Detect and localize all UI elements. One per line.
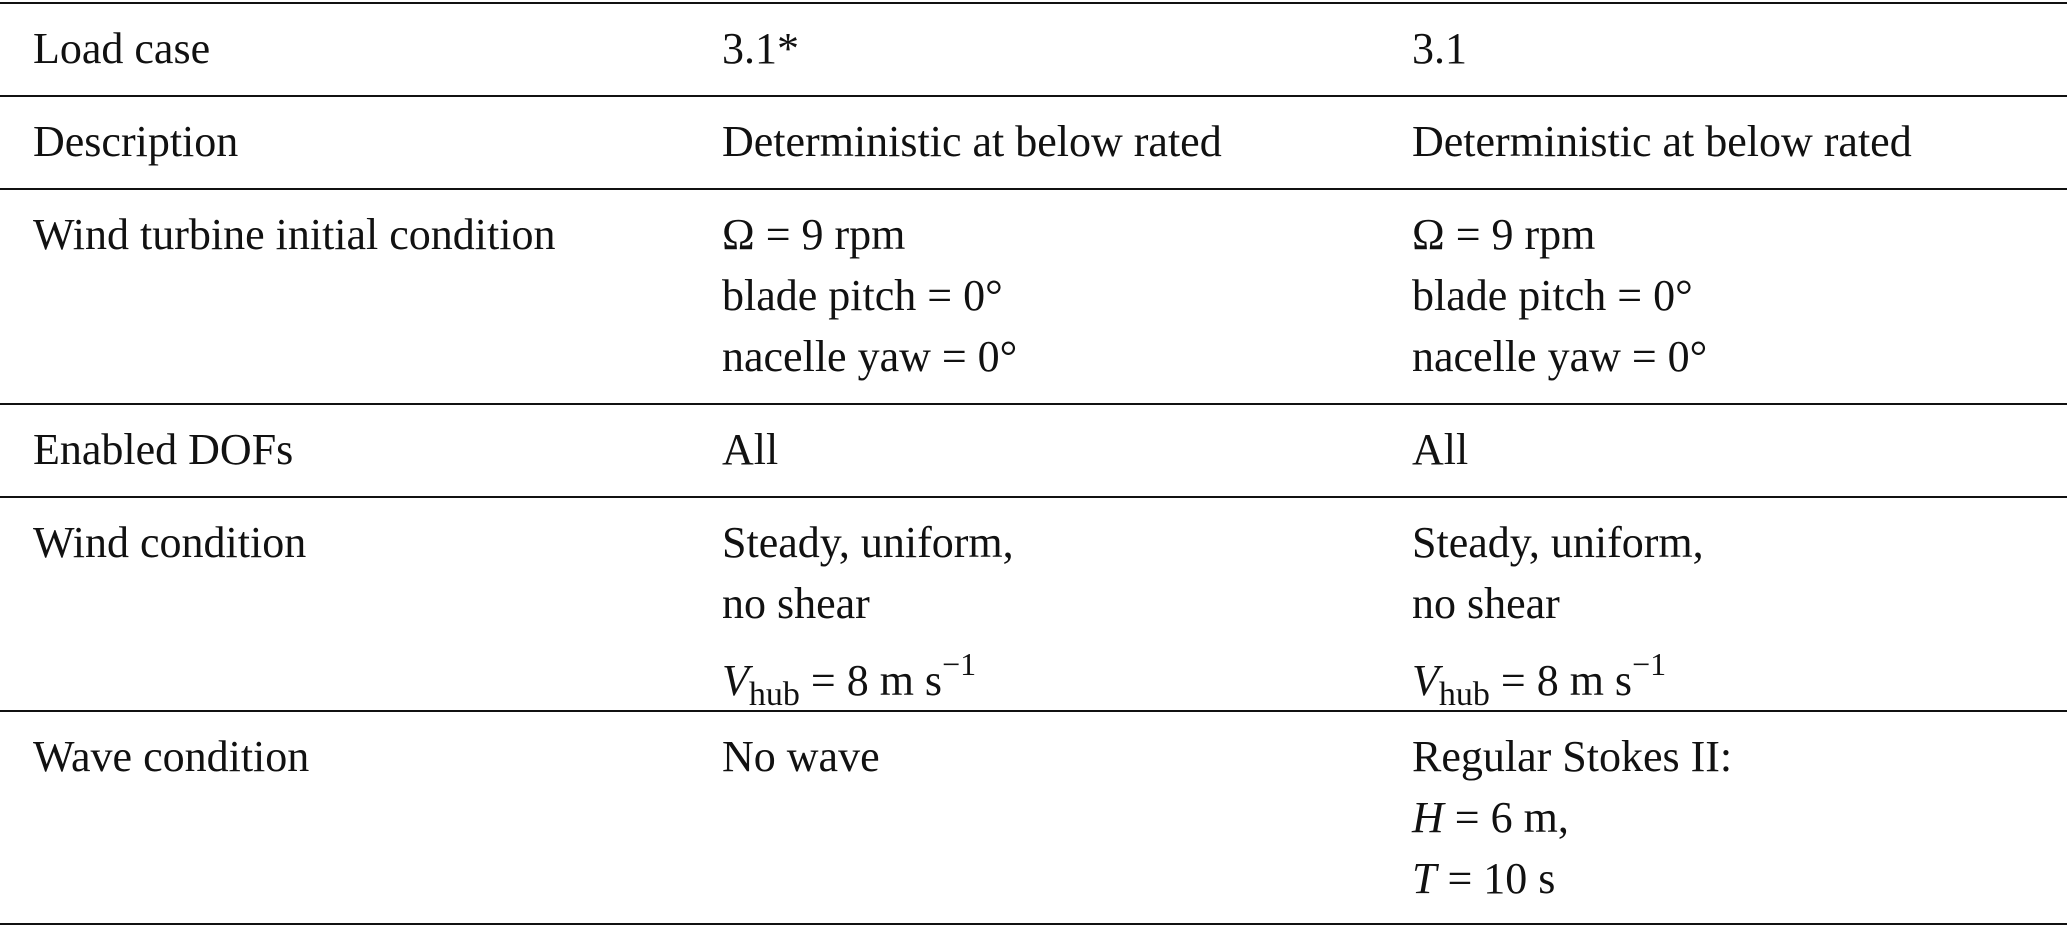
cell-line: Deterministic at below rated xyxy=(722,117,1222,166)
math-subscript: hub xyxy=(748,676,800,713)
math-subscript: hub xyxy=(1438,676,1490,713)
cell-line: No wave xyxy=(722,732,880,781)
cell-line: All xyxy=(722,425,779,474)
row-label: Description xyxy=(33,117,239,166)
cell-wind-condition-2 xyxy=(1412,512,1704,725)
cell-line: blade pitch = 0° xyxy=(722,271,1003,320)
math-symbol: H xyxy=(1412,793,1444,842)
math-exponent: −1 xyxy=(942,646,977,682)
cell-wave-condition-2 xyxy=(1412,726,1732,909)
row-label: Load case xyxy=(33,24,211,73)
math-symbol: V xyxy=(1412,656,1439,705)
cell-initial-condition-2 xyxy=(1412,204,1707,387)
cell-line: Ω = 9 rpm xyxy=(1412,210,1596,259)
cell-description-1 xyxy=(722,111,1222,172)
row-label: Wind turbine initial condition xyxy=(33,210,556,259)
cell-line: Deterministic at below rated xyxy=(1412,117,1912,166)
cell-line: nacelle yaw = 0° xyxy=(1412,332,1708,381)
cell-line: 3.1 xyxy=(1412,24,1467,73)
math-value: = 8 m s xyxy=(799,656,943,705)
cell-line: 3.1* xyxy=(722,24,799,73)
table-row-wave-condition xyxy=(0,710,2067,925)
math-exponent: −1 xyxy=(1632,646,1667,682)
math-value: = 6 m, xyxy=(1443,793,1569,842)
table-row-initial-condition xyxy=(0,188,2067,403)
table-row-enabled-dofs xyxy=(0,403,2067,496)
wave-height xyxy=(1412,787,1732,848)
cell-dofs-1 xyxy=(722,419,778,480)
math-symbol: V xyxy=(722,656,749,705)
wave-period xyxy=(1412,848,1732,909)
table-row-description xyxy=(0,95,2067,188)
cell-wave-condition-1 xyxy=(722,726,880,787)
cell-line: Regular Stokes II: xyxy=(1412,732,1733,781)
cell-wind-condition-1 xyxy=(722,512,1014,725)
row-label: Wind condition xyxy=(33,518,307,567)
cell-line: blade pitch = 0° xyxy=(1412,271,1693,320)
math-value: = 8 m s xyxy=(1489,656,1633,705)
cell-line: All xyxy=(1412,425,1469,474)
cell-description-2 xyxy=(1412,111,1912,172)
cell-initial-condition-1 xyxy=(722,204,1017,387)
cell-load-case-2 xyxy=(1412,18,1467,79)
cell-line: nacelle yaw = 0° xyxy=(722,332,1018,381)
table-row-load-case xyxy=(0,2,2067,95)
cell-line: no shear xyxy=(1412,579,1560,628)
row-label: Enabled DOFs xyxy=(33,425,294,474)
cell-line: Steady, uniform, xyxy=(1412,518,1704,567)
cell-line: Ω = 9 rpm xyxy=(722,210,906,259)
cell-line: Steady, uniform, xyxy=(722,518,1014,567)
cell-line: no shear xyxy=(722,579,870,628)
math-value: = 10 s xyxy=(1436,854,1556,903)
cell-load-case-1 xyxy=(722,18,799,79)
table-row-wind-condition xyxy=(0,496,2067,713)
row-label: Wave condition xyxy=(33,732,310,781)
cell-dofs-2 xyxy=(1412,419,1468,480)
math-symbol: T xyxy=(1412,854,1437,903)
